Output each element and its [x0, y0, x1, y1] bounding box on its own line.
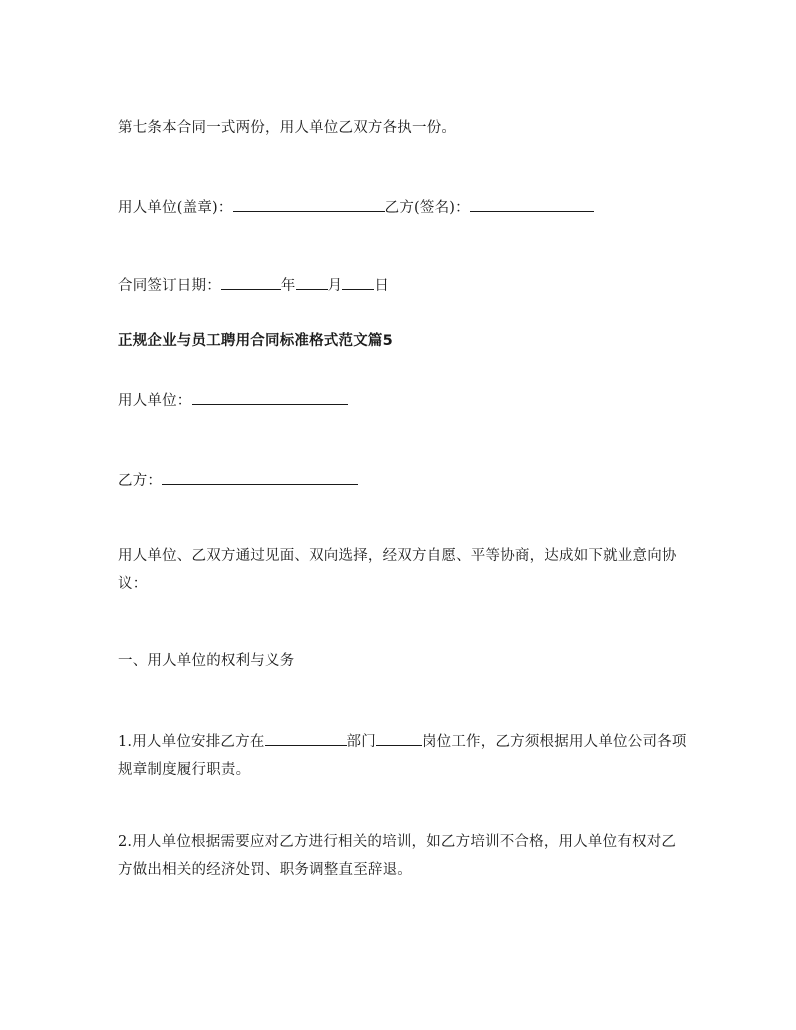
sign-date-label: 合同签订日期：	[118, 278, 221, 294]
month-blank	[296, 275, 328, 290]
item-1-part-3: 岗位工作，乙方须根据用人单位公司各项规章制度履行职责。	[118, 734, 687, 778]
month-label: 月	[327, 278, 343, 294]
employer-seal-blank	[233, 197, 385, 212]
employer-label: 用人单位：	[118, 393, 192, 409]
item-1-part-2: 部门	[346, 734, 376, 750]
employer-line	[118, 390, 348, 411]
item-1-part-1: 1.用人单位安排乙方在	[118, 734, 265, 750]
sign-date-line	[118, 275, 389, 296]
employee-blank	[162, 470, 358, 485]
year-label: 年	[280, 278, 296, 294]
employer-blank	[192, 390, 348, 405]
employer-seal-label: 用人单位(盖章)：	[118, 200, 233, 216]
employee-sign-label: 乙方(签名)：	[384, 200, 470, 216]
signature-line	[118, 197, 594, 218]
contract-title: 正规企业与员工聘用合同标准格式范文篇5	[118, 333, 393, 349]
employee-line	[118, 470, 358, 491]
year-blank	[221, 275, 281, 290]
item-2-paragraph: 2.用人单位根据需要应对乙方进行相关的培训，如乙方培训不合格，用人单位有权对乙方做出相关的经济处罚、职务调整直至辞退。	[118, 834, 677, 878]
article-7-text: 第七条本合同一式两份，用人单位乙双方各执一份。	[118, 120, 457, 136]
day-label: 日	[374, 278, 390, 294]
item-1-paragraph	[118, 728, 690, 784]
employee-label: 乙方：	[118, 473, 163, 489]
section-1-title: 一、用人单位的权利与义务	[118, 653, 295, 669]
intro-paragraph: 用人单位、乙双方通过见面、双向选择，经双方自愿、平等协商，达成如下就业意向协议：	[118, 548, 677, 592]
department-blank	[265, 731, 347, 746]
position-blank	[376, 731, 422, 746]
employee-sign-blank	[470, 197, 594, 212]
day-blank	[342, 275, 374, 290]
